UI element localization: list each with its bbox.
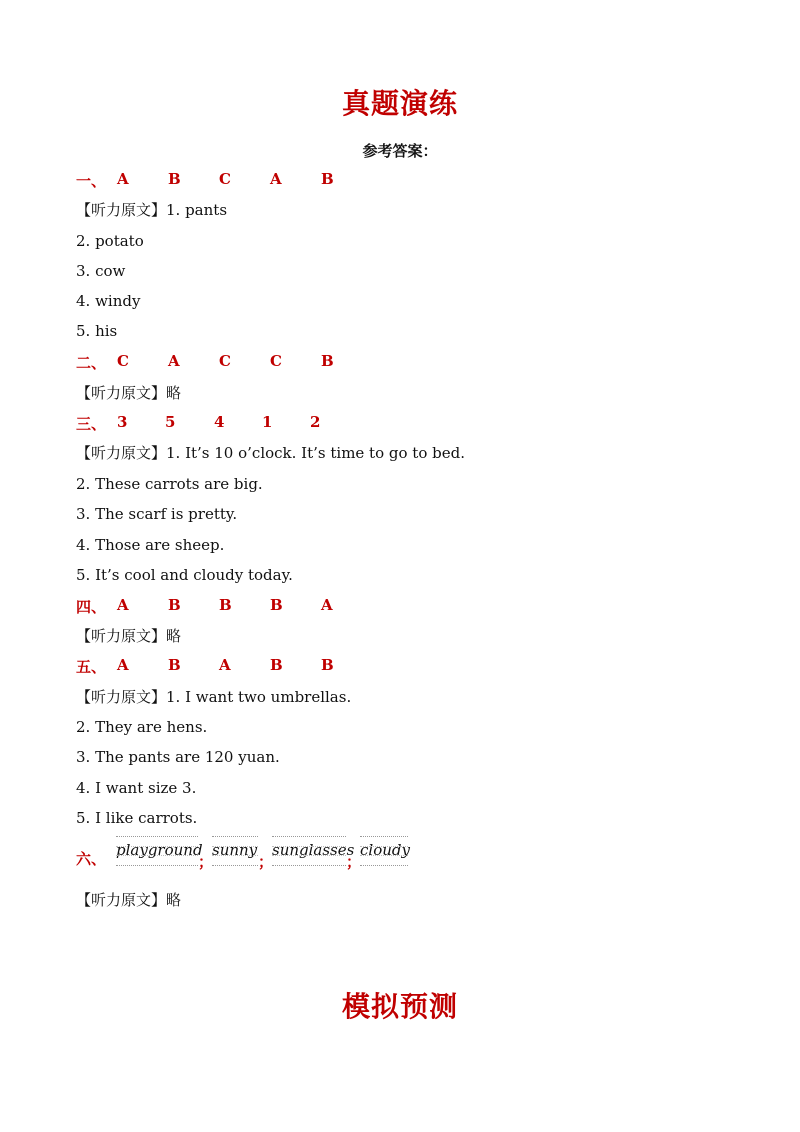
transcript-line: 3. The pants are 120 yuan. (76, 748, 280, 766)
answer: A (270, 170, 282, 188)
answer: 4 (214, 413, 225, 431)
section-4-label: 四、 (76, 598, 107, 616)
answer: B (168, 656, 181, 674)
transcript-line: 4. I want size 3. (76, 779, 197, 797)
transcript-line: 5. It’s cool and cloudy today. (76, 566, 293, 584)
answer: C (117, 352, 129, 370)
answer: 2 (310, 413, 321, 431)
transcript-line: 2. These carrots are big. (76, 475, 263, 493)
answer: A (117, 596, 129, 614)
answer: B (321, 352, 334, 370)
answer: B (321, 656, 334, 674)
transcript-line: 5. I like carrots. (76, 809, 198, 827)
transcript-line: 2. potato (76, 232, 144, 250)
transcript-line: 3. cow (76, 262, 126, 280)
section-6-label: 六、 (76, 850, 107, 868)
transcript-line: 【听力原文】1. It’s 10 o’clock. It’s time to go to bed. (76, 444, 465, 462)
section-2-label: 二、 (76, 354, 107, 372)
answer: A (117, 170, 129, 188)
transcript-line: 【听力原文】1. I want two umbrellas. (76, 688, 352, 706)
separator: ； (198, 853, 214, 871)
answer: A (219, 656, 231, 674)
answer: A (168, 352, 180, 370)
answer: B (219, 596, 232, 614)
answer-key-heading: 参考答案： (362, 142, 438, 160)
cursive-answer: sunglasses (272, 836, 346, 866)
answer: B (270, 596, 283, 614)
section-6-answers (76, 834, 476, 874)
answer: 3 (117, 413, 128, 431)
separator: ； (346, 853, 362, 871)
section-1-label: 一、 (76, 172, 107, 190)
answer: 5 (165, 413, 176, 431)
transcript-line: 2. They are hens. (76, 718, 208, 736)
answer: A (321, 596, 333, 614)
separator: ； (258, 853, 274, 871)
answer: A (117, 656, 129, 674)
transcript-line: 【听力原文】略 (76, 384, 182, 402)
transcript-line: 【听力原文】略 (76, 891, 182, 909)
section-3-label: 三、 (76, 415, 107, 433)
answer: B (321, 170, 334, 188)
transcript-line: 4. Those are sheep. (76, 536, 225, 554)
transcript-line: 4. windy (76, 292, 141, 310)
transcript-line: 【听力原文】略 (76, 627, 182, 645)
transcript-line: 【听力原文】1. pants (76, 201, 228, 219)
answer: B (270, 656, 283, 674)
cursive-answer: playground (116, 836, 198, 866)
section-5-label: 五、 (76, 658, 107, 676)
answer: C (219, 170, 231, 188)
answer: B (168, 170, 181, 188)
answer: 1 (262, 413, 273, 431)
transcript-line: 5. his (76, 322, 118, 340)
page-title-bottom: 模拟预测 (341, 990, 458, 1023)
page-title-top: 真题演练 (341, 87, 458, 120)
answer: C (219, 352, 231, 370)
cursive-answer: cloudy (360, 836, 408, 866)
answer: B (168, 596, 181, 614)
answer: C (270, 352, 282, 370)
cursive-answer: sunny (212, 836, 258, 866)
transcript-line: 3. The scarf is pretty. (76, 505, 238, 523)
